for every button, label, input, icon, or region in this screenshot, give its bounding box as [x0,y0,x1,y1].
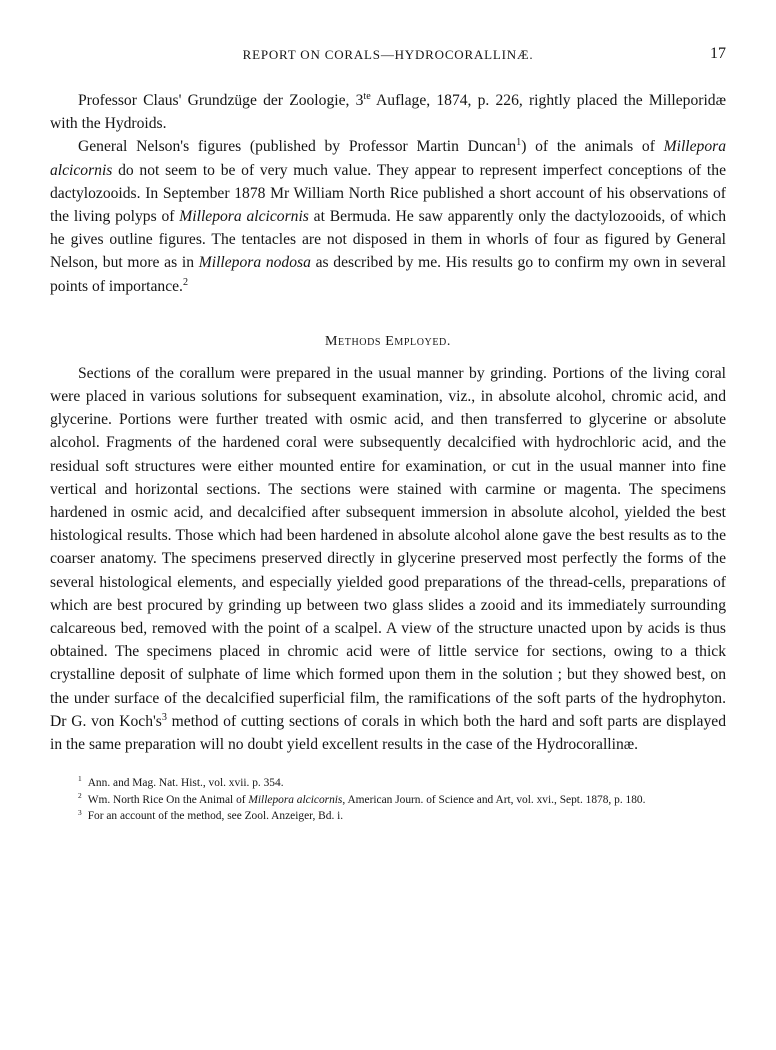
footnote-ref-1[interactable]: 1 [516,137,522,149]
footnote-mark: 1 [78,774,82,784]
section-heading: Methods Employed. [325,333,451,349]
ordinal-superscript: te [363,90,371,102]
footnotes [50,776,726,824]
footnote-mark: 2 [78,791,82,801]
species-name: Millepora alcicornis [179,208,309,226]
paragraph-nelson: General Nelson's figures (published by Professor Martin Duncan$^1$) of the animals of Millepora alcicornis do not seem to be of very much value. They appear to represent imperfect conceptions of the dactylozooids. In September 1878 Mr William North Rice published a short account of his observations of the living polyps of Millepora alcicornis at Bermuda. He saw apparently only the dactylozooids, of which he gives outline figures. The tentacles are not disposed in them in whorls of four as figured by General Nelson, but more as in Millepora nodosa as described by me. His results go to confirm my own in several points of importance.$^2$ [50,137,726,295]
species-name: Millepora alcicornis [248,793,343,806]
footnote-1: $^1$ Ann. and Mag. Nat. Hist., vol. xvii. p. 354. [78,774,284,790]
page [50,45,726,826]
running-head [50,45,726,71]
species-name: Millepora nodosa [198,254,311,272]
species-name: Millepora alcicornis [50,138,726,179]
paragraph-methods: Sections of the corallum were prepared in the usual manner by grinding. Portions of the living coral were placed in various solutions for subsequent examination, viz., in absolute alcohol, chromic acid, and glycerine. Portions were further treated with osmic acid, and then transferred to glycerine or absolute alcohol. Fragments of the hardened coral were subsequently decalcified with hydrochloric acid, and the residual soft structures were either mounted entire for examination, or cut in the usual manner into fine vertical and horizontal sections. The sections were stained with carmine or magenta. The specimens hardened in osmic acid, and decalcified after subsequent immersion in absolute alcohol, yielded the best histological results. Those which had been hardened in absolute alcohol alone gave the best results as to the coarser anatomy. The specimens preserved directly in glycerine preserved most perfectly the forms of the several histological elements, and especially yielded good preparations of the thread-cells, preparations of which are best procured by grinding up between two glass slides a zooid and its immediately surrounding calcareous bed, removed with the point of a scalpel. A view of the structure unacted upon by acids is thus obtained. The specimens placed in chromic acid were of little service for sections, owing to a thick crystalline deposit of sulphate of lime which formed upon them in the solution ; but they showed best, on the under surface of the decalcified superficial film, the ramifications of the soft parts of the hydrophyton. Dr G. von $Koch's^3$ method of cutting sections of corals in which both the hard and soft parts are displayed in the same preparation will no doubt yield excellent results in the case of the Hydrocorallinæ. [50,364,726,754]
footnote-mark: 3 [78,807,82,817]
running-title: REPORT ON CORALS—HYDROCORALLINÆ. [242,47,534,62]
footnote-3: $^3$ For an account of the method, see Zool. Anzeiger, Bd. i. [78,807,344,823]
page-number: 17 [710,45,726,62]
paragraph-claus: Professor Claus' Grundzüge der Zoologie, $3^{te}$ Auflage, 1874, p. 226, rightly placed the Milleporidæ with the Hydroids. [50,90,726,133]
footnote-2: $^2$ Wm. North Rice On the Animal of Millepora alcicornis, American Journ. of Science and Art, vol. xvi., Sept. 1878, p. 180. [78,791,646,806]
footnote-ref-3[interactable]: 3 [161,711,167,723]
footnote-ref-2[interactable]: 2 [182,276,189,288]
